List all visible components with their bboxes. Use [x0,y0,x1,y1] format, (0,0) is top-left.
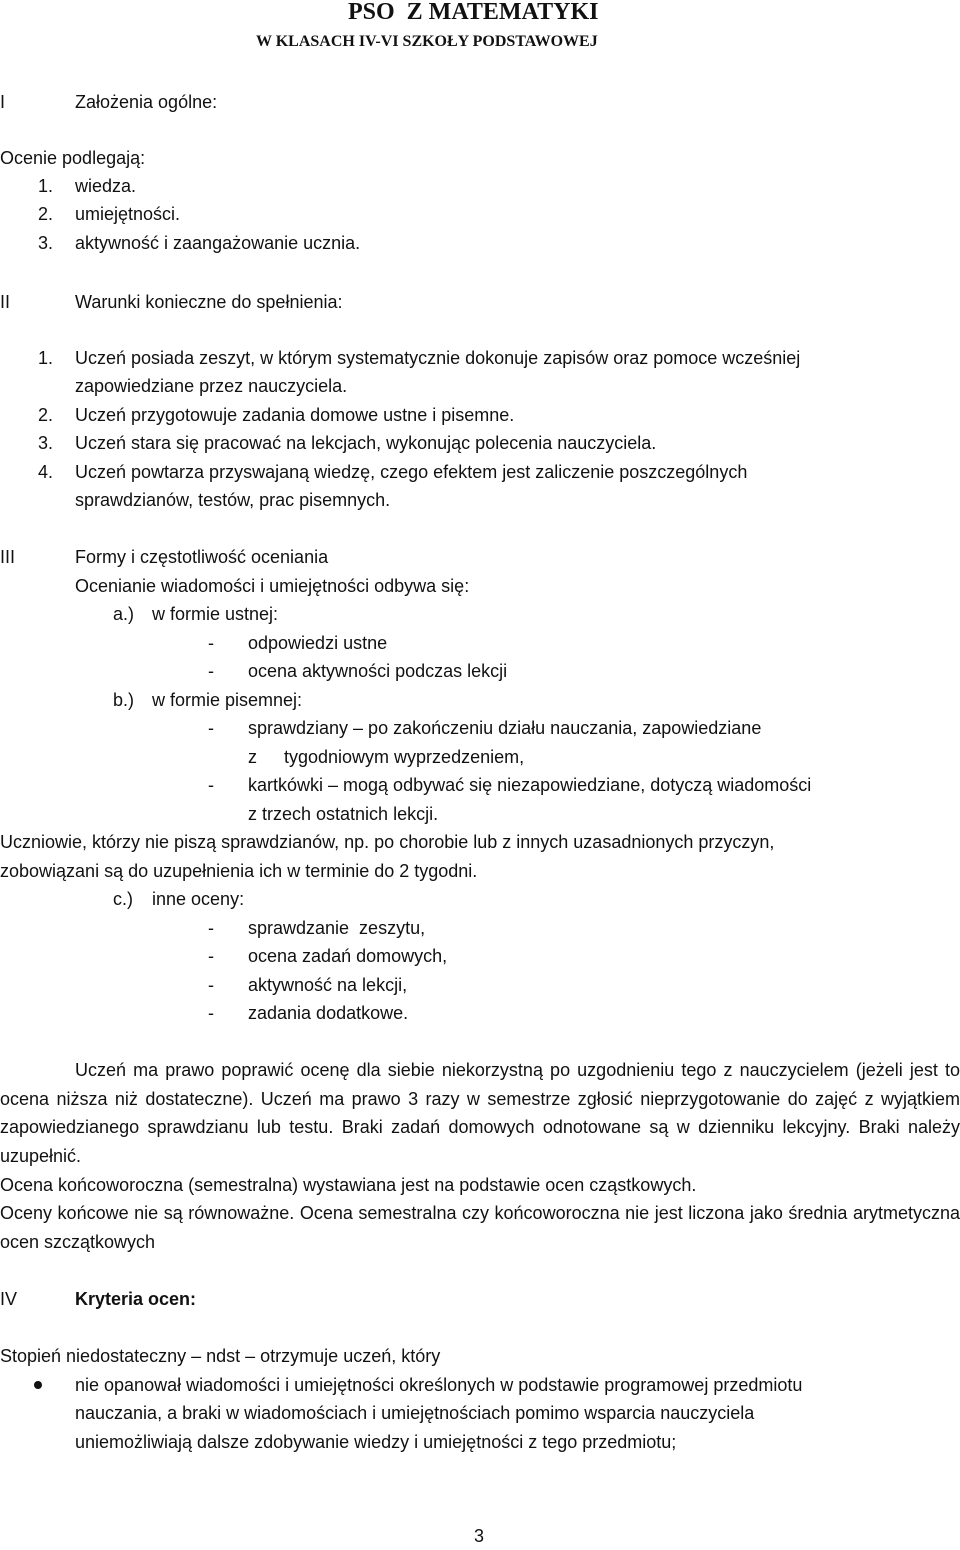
list-item-number: 1. [38,176,54,196]
list-item: zadania dodatkowe. [248,1003,409,1023]
grade-intro: Stopień niedostateczny – ndst – otrzymuje uczeń, który [0,1346,441,1366]
dash: - [208,633,214,653]
note-line: Uczniowie, którzy nie piszą sprawdzianów, np. po chorobie lub z innych uzasadnionych przyczyn, [0,832,775,852]
list-item: ocena aktywności podczas lekcji [248,661,508,681]
note-line: zobowiązani są do uzupełnienia ich w terminie do 2 tygodni. [0,861,478,881]
list-item-continuation: z [248,747,257,767]
section-1-heading: Założenia ogólne: [75,92,218,112]
list-item-number: 4. [38,462,54,482]
sublist-label-c: c.) [113,889,133,909]
section-3-numeral: III [0,547,16,567]
list-item: sprawdziany – po zakończeniu działu nauczania, zapowiedziane [248,718,762,738]
sublist-label-a: a.) [113,604,135,624]
list-item-number: 3. [38,433,54,453]
document-subtitle: W KLASACH IV-VI SZKOŁY PODSTAWOWEJ [256,33,598,50]
section-4-numeral: IV [0,1289,18,1309]
list-item-number: 2. [38,405,54,425]
dash: - [208,775,214,795]
page-number: 3 [474,1526,485,1546]
list-item: wiedza. [75,176,137,196]
paragraph-grade-weighting: Oceny końcowe nie są równoważne. Ocena semestralna czy końcoworoczna nie jest liczona jako średnia arytmetyczna ocen szczątkowych [0,1203,960,1252]
section-3-heading: Formy i częstotliwość oceniania [75,547,329,567]
sublist-text-c: inne oceny: [152,889,245,909]
sublist-text-b: w formie pisemnej: [152,690,303,710]
criteria-line: nie opanował wiadomości i umiejętności określonych w podstawie programowej przedmiotu [75,1375,803,1395]
section-1-numeral: I [0,92,6,112]
list-item: umiejętności. [75,204,181,224]
section-2-heading: Warunki konieczne do spełnienia: [75,292,343,312]
list-item: Uczeń przygotowuje zadania domowe ustne i pisemne. [75,405,515,425]
list-item-number: 1. [38,348,54,368]
list-item: ocena zadań domowych, [248,946,448,966]
dash: - [208,661,214,681]
dash: - [208,918,214,938]
sublist-label-b: b.) [113,690,135,710]
list-item: kartkówki – mogą odbywać się niezapowiedziane, dotyczą wiadomości [248,775,812,795]
dash: - [208,946,214,966]
list-item: sprawdzanie zeszytu, [248,918,426,938]
section-1-intro: Ocenie podlegają: [0,148,146,168]
section-2-numeral: II [0,292,11,312]
list-item: Uczeń posiada zeszyt, w którym systematycznie dokonuje zapisów oraz pomoce wcześniej [75,348,801,368]
bullet-icon [34,1381,42,1389]
list-item: odpowiedzi ustne [248,633,388,653]
list-item-continuation: zapowiedziane przez nauczyciela. [75,376,348,396]
paragraph-retake-rules: Uczeń ma prawo poprawić ocenę dla siebie niekorzystną po uzgodnieniu tego z nauczycielem (jeżeli jest to ocena niższa niż dostateczne). Uczeń ma prawo 3 razy w semestrze zgłosić nieprzygotowanie do zajęć z wyjątkiem zapowiedzianego sprawdzianu lub testu. Braki zadań domowych odnotowane są w dzienniku lekcyjny. Braki należy uzupełnić. [0,1060,960,1166]
list-item-continuation: sprawdzianów, testów, prac pisemnych. [75,490,391,510]
list-item: aktywność i zaangażowanie ucznia. [75,233,361,253]
list-item-number: 2. [38,204,54,224]
section-4-heading: Kryteria ocen: [75,1289,197,1309]
dash: - [208,975,214,995]
criteria-line: nauczania, a braki w wiadomościach i umiejętnościach pomimo wsparcia nauczyciela [75,1403,755,1423]
paragraph-final-grade: Ocena końcoworoczna (semestralna) wystawiana jest na podstawie ocen cząstkowych. [0,1175,697,1195]
section-3-subheading: Ocenianie wiadomości i umiejętności odbywa się: [75,576,470,596]
document-title: PSO Z MATEMATYKI [348,0,599,25]
list-item-continuation: z trzech ostatnich lekcji. [248,804,439,824]
dash: - [208,718,214,738]
criteria-line: uniemożliwiają dalsze zdobywanie wiedzy i umiejętności z tego przedmiotu; [75,1432,677,1452]
sublist-text-a: w formie ustnej: [152,604,279,624]
list-item: Uczeń stara się pracować na lekcjach, wykonując polecenia nauczyciela. [75,433,657,453]
dash: - [208,1003,214,1023]
list-item: aktywność na lekcji, [248,975,408,995]
list-item-number: 3. [38,233,54,253]
list-item: Uczeń powtarza przyswajaną wiedzę, czego efektem jest zaliczenie poszczególnych [75,462,748,482]
list-item-continuation: tygodniowym wyprzedzeniem, [284,747,525,767]
